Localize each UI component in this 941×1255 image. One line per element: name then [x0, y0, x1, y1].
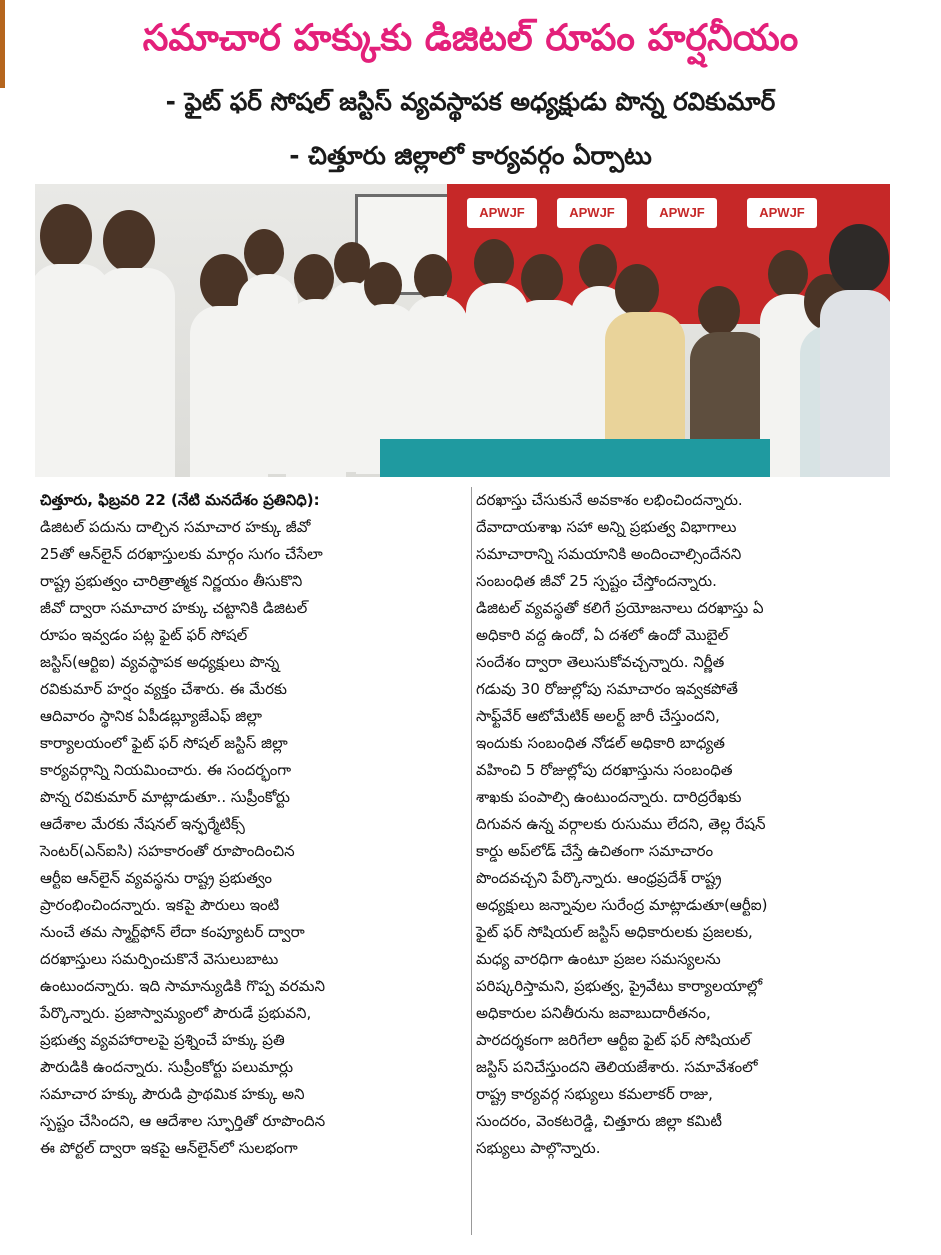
column-divider — [471, 487, 472, 1235]
body-text-line: కార్యవర్గాన్ని నియమించారు. ఈ సందర్భంగా — [40, 761, 292, 779]
body-text-line: నుంచే తమ స్మార్ట్‌ఫోన్ లేదా కంప్యూటర్ ద్వారా — [40, 923, 305, 941]
body-text-line: 25తో ఆన్‌లైన్ దరఖాస్తులకు మార్గం సుగం చేసేలా — [40, 545, 323, 563]
body-text-line: సందేశం ద్వారా తెలుసుకోవచ్చన్నారు. నిర్ణీత — [476, 653, 725, 671]
body-text-line: ప్రారంభించిందన్నారు. ఇకపై పౌరులు ఇంటి — [40, 896, 280, 914]
headline: సమాచార హక్కుకు డిజిటల్ రూపం హర్షనీయం — [142, 16, 799, 59]
dateline: చిత్తూరు, ఫిబ్రవరి 22 (నేటి మనదేశం ప్రతినిధి): — [40, 491, 320, 509]
photo-table — [380, 439, 770, 477]
body-text-line: గడువు 30 రోజుల్లోపు సమాచారం ఇవ్వకపోతే — [476, 680, 738, 698]
body-text-line: మధ్య వారధిగా ఉంటూ ప్రజల సమస్యలను — [476, 950, 721, 968]
body-text-line: డిజిటల్ వ్యవస్థతో కలిగే ప్రయోజనాలు దరఖాస్తు ఏ — [476, 599, 764, 617]
body-text-line: పొన్న రవికుమార్ మాట్లాడుతూ.. సుప్రీంకోర్టు — [40, 788, 290, 806]
group-photo — [35, 184, 890, 477]
body-text-line: రాష్ట్ర కార్యవర్గ సభ్యులు కమలాకర్ రాజు, — [476, 1085, 713, 1103]
body-text-line: పరిష్కరిస్తామని, ప్రభుత్వ, ప్రైవేటు కార్యాలయాల్లో — [476, 977, 763, 995]
banner-logo: APWJF — [747, 198, 817, 228]
body-text-line: అధికారి వద్ద ఉందో, ఏ దశలో ఉందో మొబైల్ — [476, 626, 729, 644]
body-text-line: అధ్యక్షులు జన్నావుల సురేంద్ర మాట్లాడుతూ(ఆర్టీఐ) — [476, 896, 768, 914]
body-text-line: సమాచార హక్కు పౌరుడి ప్రాథమిక హక్కు అని — [40, 1085, 305, 1103]
subheading-founder: - ఫైట్ ఫర్ సోషల్ జస్టిస్ వ్యవస్థాపక అధ్యక్షుడు పొన్న రవికుమార్ — [165, 87, 776, 116]
subheading-committee: - చిత్తూరు జిల్లాలో కార్యవర్గం ఏర్పాటు — [289, 141, 652, 170]
body-text-line: సుందరం, వెంకటరెడ్డి, చిత్తూరు జిల్లా కమిటీ — [476, 1112, 722, 1130]
body-text-line: కార్యాలయంలో ఫైట్ ఫర్ సోషల్ జస్టిస్ జిల్లా — [40, 734, 288, 752]
body-text-line: పౌరుడికి ఉందన్నారు. సుప్రీంకోర్టు పలుమార్లు — [40, 1058, 294, 1076]
body-text-line: దేవాదాయశాఖ సహా అన్ని ప్రభుత్వ విభాగాలు — [476, 518, 737, 536]
body-text-line: ఫైట్ ఫర్ సోషియల్ జస్టిస్ అధికారులకు ప్రజలకు, — [476, 923, 753, 941]
body-text-line: ఇందుకు సంబంధిత నోడల్ అధికారి బాధ్యత — [476, 734, 725, 752]
body-text-line: డిజిటల్ పదును దాల్చిన సమాచార హక్కు జీవో — [40, 518, 311, 536]
body-text-line: రూపం ఇవ్వడం పట్ల ఫైట్ ఫర్ సోషల్ — [40, 626, 248, 644]
article-column-1 — [40, 514, 468, 1162]
body-text-line: ఆర్టీఐ ఆన్‌లైన్ వ్యవస్థను రాష్ట్ర ప్రభుత్వం — [40, 869, 272, 887]
body-text-line: సమాచారాన్ని సమయానికి అందించాల్సిందేనని — [476, 545, 742, 563]
body-text-line: జస్టిస్(ఆర్టిఐ) వ్యవస్థాపక అధ్యక్షులు పొన్న — [40, 653, 280, 671]
body-text-line: దరఖాస్తు చేసుకునే అవకాశం లభించిందన్నారు. — [476, 491, 743, 509]
body-text-line: అధికారుల పనితీరును జవాబుదారీతనం, — [476, 1004, 711, 1022]
body-text-line: ఆదివారం స్థానిక ఏపీడబ్ల్యూజేఎఫ్ జిల్లా — [40, 707, 262, 725]
body-text-line: జస్టిస్ పనిచేస్తుందని తెలియజేశారు. సమావేశంలో — [476, 1058, 758, 1076]
body-text-line: ప్రభుత్వ వ్యవహారాలపై ప్రశ్నించే హక్కు ప్రతి — [40, 1031, 285, 1049]
body-text-line: సంబంధిత జీవో 25 స్పష్టం చేస్తోందన్నారు. — [476, 572, 717, 590]
body-text-line: దిగువన ఉన్న వర్గాలకు రుసుము లేదని, తెల్ల రేషన్ — [476, 815, 766, 833]
body-text-line: రాష్ట్ర ప్రభుత్వం చారిత్రాత్మక నిర్ణయం తీసుకొని — [40, 572, 303, 590]
body-text-line: సెంటర్(ఎన్ఐసి) సహకారంతో రూపొందించిన — [40, 842, 295, 860]
body-text-line: స్పష్టం చేసిందని, ఆ ఆదేశాల స్ఫూర్తితో రూపొందిన — [40, 1112, 326, 1130]
banner-logo: APWJF — [647, 198, 717, 228]
body-text-line: ఈ పోర్టల్ ద్వారా ఇకపై ఆన్‌లైన్‌లో సులభంగా — [40, 1139, 298, 1157]
body-text-line: దరఖాస్తులు సమర్పించుకొనే వెసులుబాటు — [40, 950, 279, 968]
body-text-line: రవికుమార్ హర్షం వ్యక్తం చేశారు. ఈ మేరకు — [40, 680, 287, 698]
body-text-line: సాఫ్ట్‌వేర్ ఆటోమేటిక్ అలర్ట్ జారీ చేస్తుందని, — [476, 707, 720, 725]
article-column-2 — [476, 487, 906, 1162]
body-text-line: సభ్యులు పాల్గొన్నారు. — [476, 1139, 601, 1157]
banner-logo: APWJF — [557, 198, 627, 228]
body-text-line: పారదర్శకంగా జరిగేలా ఆర్టీఐ ఫైట్ ఫర్ సోషియల్ — [476, 1031, 751, 1049]
body-text-line: వహించి 5 రోజుల్లోపు దరఖాస్తును సంబంధిత — [476, 761, 733, 779]
body-text-line: ఆదేశాల మేరకు నేషనల్ ఇన్ఫర్మేటిక్స్ — [40, 815, 245, 833]
body-text-line: పొందవచ్చని పేర్కొన్నారు. ఆంధ్రప్రదేశ్ రాష్ట్ర — [476, 869, 722, 887]
banner-logo: APWJF — [467, 198, 537, 228]
body-text-line: శాఖకు పంపాల్సి ఉంటుందన్నారు. దారిద్రరేఖకు — [476, 788, 742, 806]
body-text-line: కార్డు అప్‌లోడ్ చేస్తే ఉచితంగా సమాచారం — [476, 842, 714, 860]
body-text-line: పేర్కొన్నారు. ప్రజాస్వామ్యంలో పౌరుడే ప్రభువని, — [40, 1004, 312, 1022]
body-text-line: జీవో ద్వారా సమాచార హక్కు చట్టానికి డిజిటల్ — [40, 599, 308, 617]
body-text-line: ఉంటుందన్నారు. ఇది సామాన్యుడికి గొప్ప వరమని — [40, 977, 326, 995]
